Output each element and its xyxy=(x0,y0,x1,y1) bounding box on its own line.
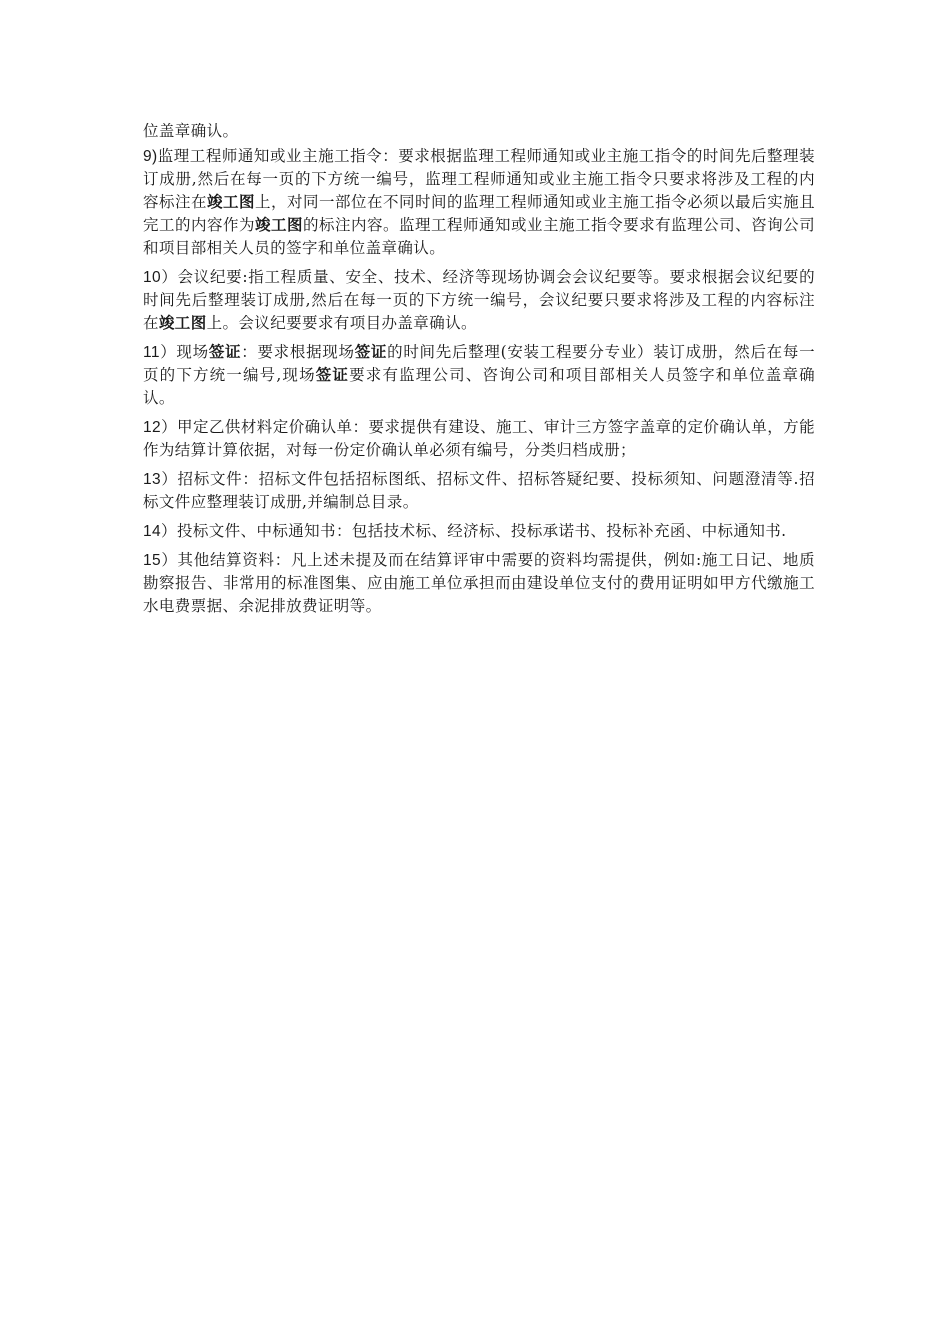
paragraph-text: 上，对同一部位在不同时间的监理工程师通知或业主施工指令必须以最后实施且完工的内容作为 xyxy=(143,193,815,234)
paragraph-text: 监理工程师通知或业主施工指令：要求根据监理工程师通知或业主施工指令的时间先后整理装订成册,然后在每一页的下方统一编号，监理工程师通知或业主施工指令只要求将涉及工程的内容标注在 xyxy=(143,147,815,211)
document-body xyxy=(143,120,815,624)
paragraph-text: ）甲定乙供材料定价确认单：要求提供有建设、施工、审计三方签字盖章的定价确认单，方能作为结算计算依据，对每一份定价确认单必须有编号，分类归档成册； xyxy=(143,418,815,459)
paragraph-continuation xyxy=(143,120,815,143)
paragraph-text: ）现场 xyxy=(159,343,209,361)
item-number: 10 xyxy=(143,269,162,286)
paragraph-text: ）会议纪要:指工程质量、安全、技术、经济等现场协调会会议纪要等。要求根据会议纪要的时间先后整理装订成册,然后在每一页的下方统一编号，会议纪要只要求将涉及工程的内容标注在 xyxy=(143,268,815,332)
paragraph-text: 位盖章确认。 xyxy=(143,122,239,140)
paragraph-item-11 xyxy=(143,341,815,410)
paragraph-text: ：要求根据现场 xyxy=(241,343,355,361)
paragraph-item-9 xyxy=(143,145,815,260)
paragraph-item-10 xyxy=(143,266,815,335)
paragraph-item-12 xyxy=(143,416,815,462)
paragraph-text: 上。会议纪要要求有项目办盖章确认。 xyxy=(206,314,477,332)
paragraph-text: ）招标文件：招标文件包括招标图纸、招标文件、招标答疑纪要、投标须知、问题澄清等.招标文件应整理装订成册,并编制总目录。 xyxy=(143,470,815,511)
paragraph-text: 的时间先后整理(安装工程要分专业）装订成册，然后在每一页的下方统一编号,现场 xyxy=(143,343,815,384)
paragraph-text: ）投标文件、中标通知书：包括技术标、经济标、投标承诺书、投标补充函、中标通知书. xyxy=(161,522,787,540)
paragraph-text: 的标注内容。监理工程师通知或业主施工指令要求有监理公司、咨询公司和项目部相关人员的签字和单位盖章确认。 xyxy=(143,216,815,257)
highlighted-term: 签证 xyxy=(354,343,388,361)
paragraph-text: 要求有监理公司、咨询公司和项目部相关人员签字和单位盖章确认。 xyxy=(143,366,816,407)
paragraph-item-13 xyxy=(143,468,815,514)
highlighted-term: 竣工图 xyxy=(158,314,207,332)
paragraph-text: ）其他结算资料：凡上述未提及而在结算评审中需要的资料均需提供，例如:施工日记、地质勘察报告、非常用的标准图集、应由施工单位承担而由建设单位支付的费用证明如甲方代缴施工水电费票据、余泥排放费证明等。 xyxy=(143,551,815,615)
paragraph-item-15 xyxy=(143,549,815,618)
item-number: 15 xyxy=(143,552,162,569)
highlighted-term: 签证 xyxy=(315,366,350,384)
item-number: 12 xyxy=(143,419,162,436)
item-number: 14 xyxy=(143,523,162,540)
highlighted-term: 竣工图 xyxy=(255,216,304,234)
highlighted-term: 竣工图 xyxy=(207,193,256,211)
paragraph-item-14 xyxy=(143,520,815,543)
item-number: 13 xyxy=(143,471,162,488)
item-number: 11 xyxy=(143,344,160,361)
item-number: 9) xyxy=(143,148,158,165)
highlighted-term: 签证 xyxy=(208,343,242,361)
